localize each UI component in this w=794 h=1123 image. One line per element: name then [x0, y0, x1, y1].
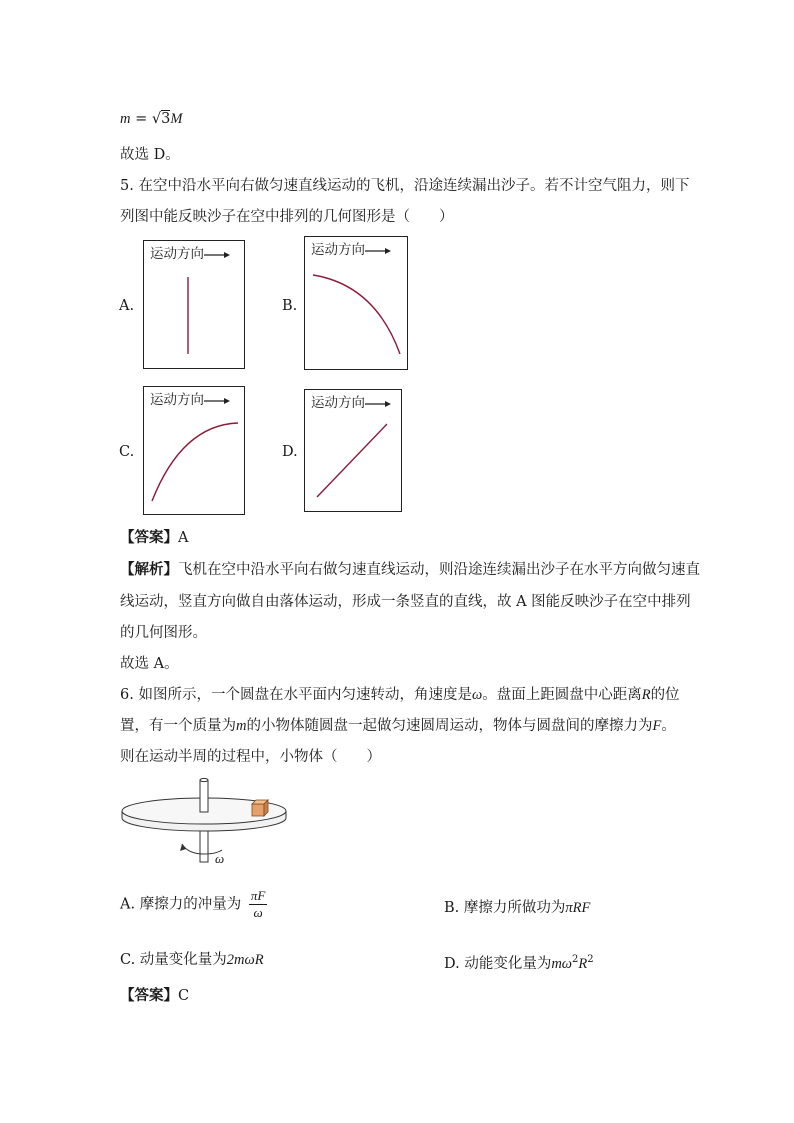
q5-analysis-line2: 线运动，竖直方向做自由落体运动，形成一条竖直的直线，故 A 图能反映沙子在空中排列 — [120, 594, 691, 610]
prev-conclusion: 故选 D。 — [120, 147, 180, 163]
direction-label: 运动方向 — [150, 391, 230, 409]
axle-cap — [200, 778, 208, 781]
omega-label: ω — [215, 851, 225, 866]
q6-option-a: A. 摩擦力的冲量为 $\frac{\pi F}{\omega}$ — [120, 888, 266, 920]
trajectory-vertical-line — [144, 241, 244, 368]
q5-line2: 列图中能反映沙子在空中排列的几何图形是（ ） — [120, 209, 454, 225]
q5-analysis-line1: 【解析】飞机在空中沿水平向右做匀速直线运动，则沿途连续漏出沙子在水平方向做匀速直 — [120, 561, 700, 578]
formula-M: M — [170, 111, 183, 127]
direction-label: 运动方向 — [150, 245, 230, 263]
q5-option-a-label: A. — [119, 298, 135, 314]
q5-option-c-label: C. — [119, 444, 135, 460]
analysis-tag: 【解析】 — [120, 561, 178, 578]
fraction: $\frac{\pi F}{\omega}$ — [250, 888, 266, 920]
q6-line2: 置，有一个质量为m的小物体随圆盘一起做匀速圆周运动，物体与圆盘间的摩擦力为F。 — [120, 718, 676, 734]
top-formula — [120, 109, 182, 129]
q5-line1: 5. 在空中沿水平向右做匀速直线运动的飞机，沿途连续漏出沙子。若不计空气阻力，则下 — [120, 178, 690, 194]
answer-value: A — [178, 530, 189, 546]
q5-analysis-line3: 的几何图形。 — [120, 625, 207, 641]
q5-option-d-diagram — [304, 389, 402, 512]
q6-option-b: B. 摩擦力所做功为πRF — [444, 900, 591, 916]
answer-value: C — [178, 988, 190, 1004]
rotating-disk-figure — [118, 778, 308, 868]
direction-label: 运动方向 — [311, 394, 391, 412]
q5-option-a-diagram — [143, 240, 245, 369]
sqrt-icon: √ — [151, 111, 162, 127]
trajectory-parabola — [305, 237, 407, 369]
formula-m: m — [120, 111, 131, 127]
q6-line3: 则在运动半周的过程中，小物体（ ） — [120, 749, 381, 765]
formula-eq: = — [135, 111, 148, 127]
q5-option-c-diagram — [143, 386, 245, 515]
trajectory-rising-curve — [144, 387, 244, 514]
direction-label: 运动方向 — [311, 241, 391, 259]
formula-root: 3 — [161, 111, 171, 127]
q6-option-c: C. 动量变化量为2mωR — [120, 952, 264, 968]
q6-answer — [120, 986, 189, 1006]
answer-tag: 【答案】 — [120, 529, 178, 546]
trajectory-diagonal-line — [305, 390, 401, 511]
q6-option-d: D. 动能变化量为$m\omega^2R^2$ — [444, 954, 594, 972]
q5-option-b-diagram — [304, 236, 408, 370]
q6-line1: 6. 如图所示，一个圆盘在水平面内匀速转动，角速度是ω。盘面上距圆盘中心距离R的位 — [120, 687, 680, 703]
q5-option-d-label: D. — [282, 444, 298, 460]
small-object-cube — [252, 800, 268, 816]
q5-option-b-label: B. — [282, 298, 298, 314]
answer-tag: 【答案】 — [120, 987, 178, 1004]
q5-answer — [120, 528, 188, 548]
q5-conclusion: 故选 A。 — [120, 656, 179, 672]
axle-top — [200, 780, 208, 812]
